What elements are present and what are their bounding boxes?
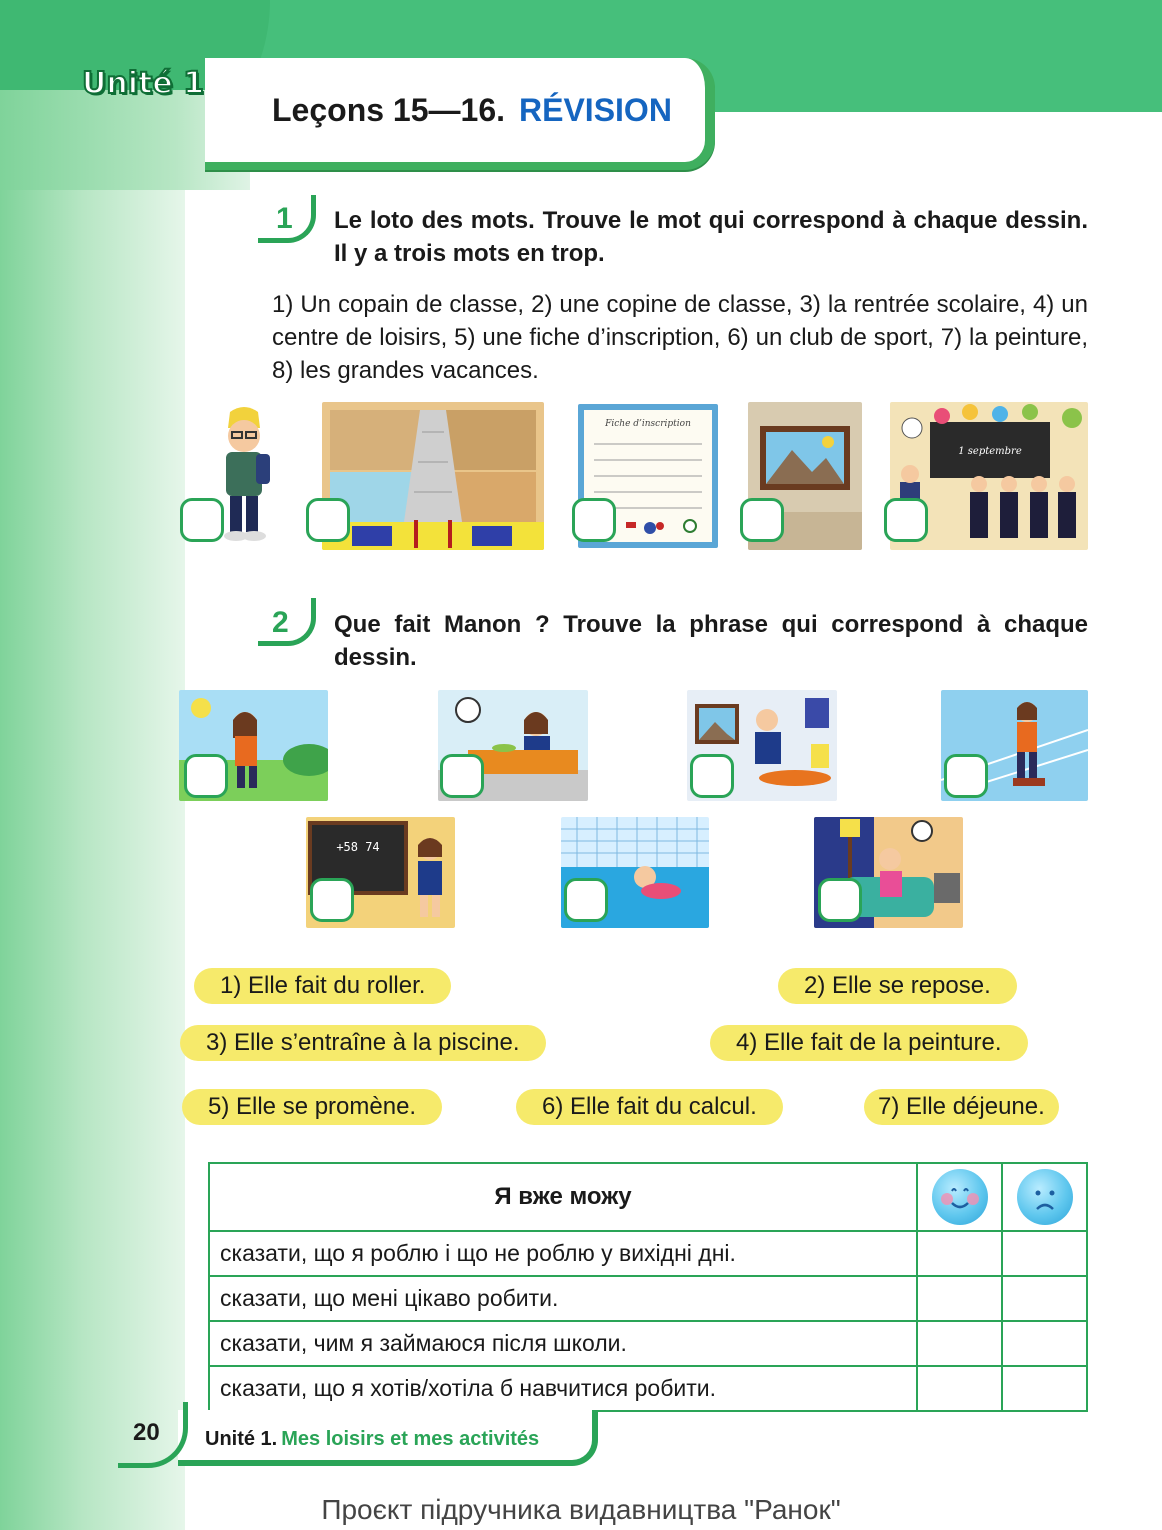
revision-label: RÉVISION <box>519 92 672 128</box>
sad-check-cell[interactable] <box>1002 1321 1087 1366</box>
answer-box-ex2-3[interactable] <box>690 754 734 798</box>
exercise-1-word-list: 1) Un copain de classe, 2) une copine de classe, 3) la rentrée scolaire, 4) un centre de loisirs, 5) une fiche d’inscription, 6) un club de sport, 7) la peinture, 8) les grandes vacances. <box>272 291 1088 384</box>
smiley-sad-icon <box>1017 1169 1073 1225</box>
skill-text: сказати, що я роблю і що не роблю у вихідні дні. <box>209 1231 917 1276</box>
footer-unit-title <box>205 1428 539 1451</box>
publisher-note: Проєкт підручника видавництва "Ранок" <box>321 1494 841 1525</box>
answer-box-ex1-2[interactable] <box>306 498 350 542</box>
sentence-1: 1) Elle fait du roller. <box>194 968 451 1004</box>
skill-text: сказати, чим я займаюся після школи. <box>209 1321 917 1366</box>
sad-column-header <box>1002 1163 1087 1231</box>
skill-text: сказати, що мені цікаво робити. <box>209 1276 917 1321</box>
sentence-2: 2) Elle se repose. <box>778 968 1017 1004</box>
footer-unit-name: Mes loisirs et mes activités <box>281 1428 540 1450</box>
happy-check-cell[interactable] <box>917 1321 1002 1366</box>
answer-box-ex2-6[interactable] <box>564 878 608 922</box>
answer-box-ex1-4[interactable] <box>740 498 784 542</box>
table-header-label: Я вже можу <box>209 1163 917 1231</box>
left-page-band <box>0 0 185 1530</box>
answer-box-ex2-5[interactable] <box>310 878 354 922</box>
answer-box-ex1-1[interactable] <box>180 498 224 542</box>
footer-unit-label: Unité 1. <box>205 1428 278 1450</box>
answer-box-ex2-2[interactable] <box>440 754 484 798</box>
table-row <box>209 1276 1087 1321</box>
table-row <box>209 1366 1087 1411</box>
answer-box-ex2-4[interactable] <box>944 754 988 798</box>
picture-leisure-centre <box>322 402 544 550</box>
happy-column-header <box>917 1163 1002 1231</box>
table-row <box>209 1321 1087 1366</box>
page-number: 20 <box>133 1419 160 1446</box>
exercise-1-number: 1 <box>276 202 293 235</box>
table-row <box>209 1231 1087 1276</box>
form-title: Fiche d’inscription <box>605 419 691 429</box>
sentence-4: 4) Elle fait de la peinture. <box>710 1025 1028 1061</box>
unit-badge: Unité 1 <box>82 66 205 101</box>
sentence-3: 3) Elle s’entraîne à la piscine. <box>180 1025 546 1061</box>
sad-check-cell[interactable] <box>1002 1231 1087 1276</box>
lesson-title <box>272 92 672 129</box>
happy-check-cell[interactable] <box>917 1366 1002 1411</box>
board-text: 1 septembre <box>958 446 1022 457</box>
happy-check-cell[interactable] <box>917 1231 1002 1276</box>
answer-box-ex2-1[interactable] <box>184 754 228 798</box>
smiley-happy-icon <box>932 1169 988 1225</box>
table-header-row <box>209 1163 1087 1231</box>
exercise-2-number: 2 <box>272 606 289 639</box>
sad-check-cell[interactable] <box>1002 1366 1087 1411</box>
answer-box-ex1-5[interactable] <box>884 498 928 542</box>
lesson-numbers: Leçons 15—16. <box>272 92 505 128</box>
sentence-6: 6) Elle fait du calcul. <box>516 1089 783 1125</box>
sad-check-cell[interactable] <box>1002 1276 1087 1321</box>
happy-check-cell[interactable] <box>917 1276 1002 1321</box>
blackboard-text: +58 74 <box>336 840 380 854</box>
sentence-5: 5) Elle se promène. <box>182 1089 442 1125</box>
exercise-2-instruction: Que fait Manon ? Trouve la phrase qui correspond à chaque dessin. <box>334 611 1088 671</box>
exercise-1-instruction: Le loto des mots. Trouve le mot qui correspond à chaque dessin. Il y a trois mots en trop. <box>334 207 1088 267</box>
answer-box-ex2-7[interactable] <box>818 878 862 922</box>
sentence-7: 7) Elle déjeune. <box>864 1089 1059 1125</box>
skill-text: сказати, що я хотів/хотіла б навчитися робити. <box>209 1366 917 1411</box>
answer-box-ex1-3[interactable] <box>572 498 616 542</box>
self-assessment-table <box>208 1162 1088 1412</box>
